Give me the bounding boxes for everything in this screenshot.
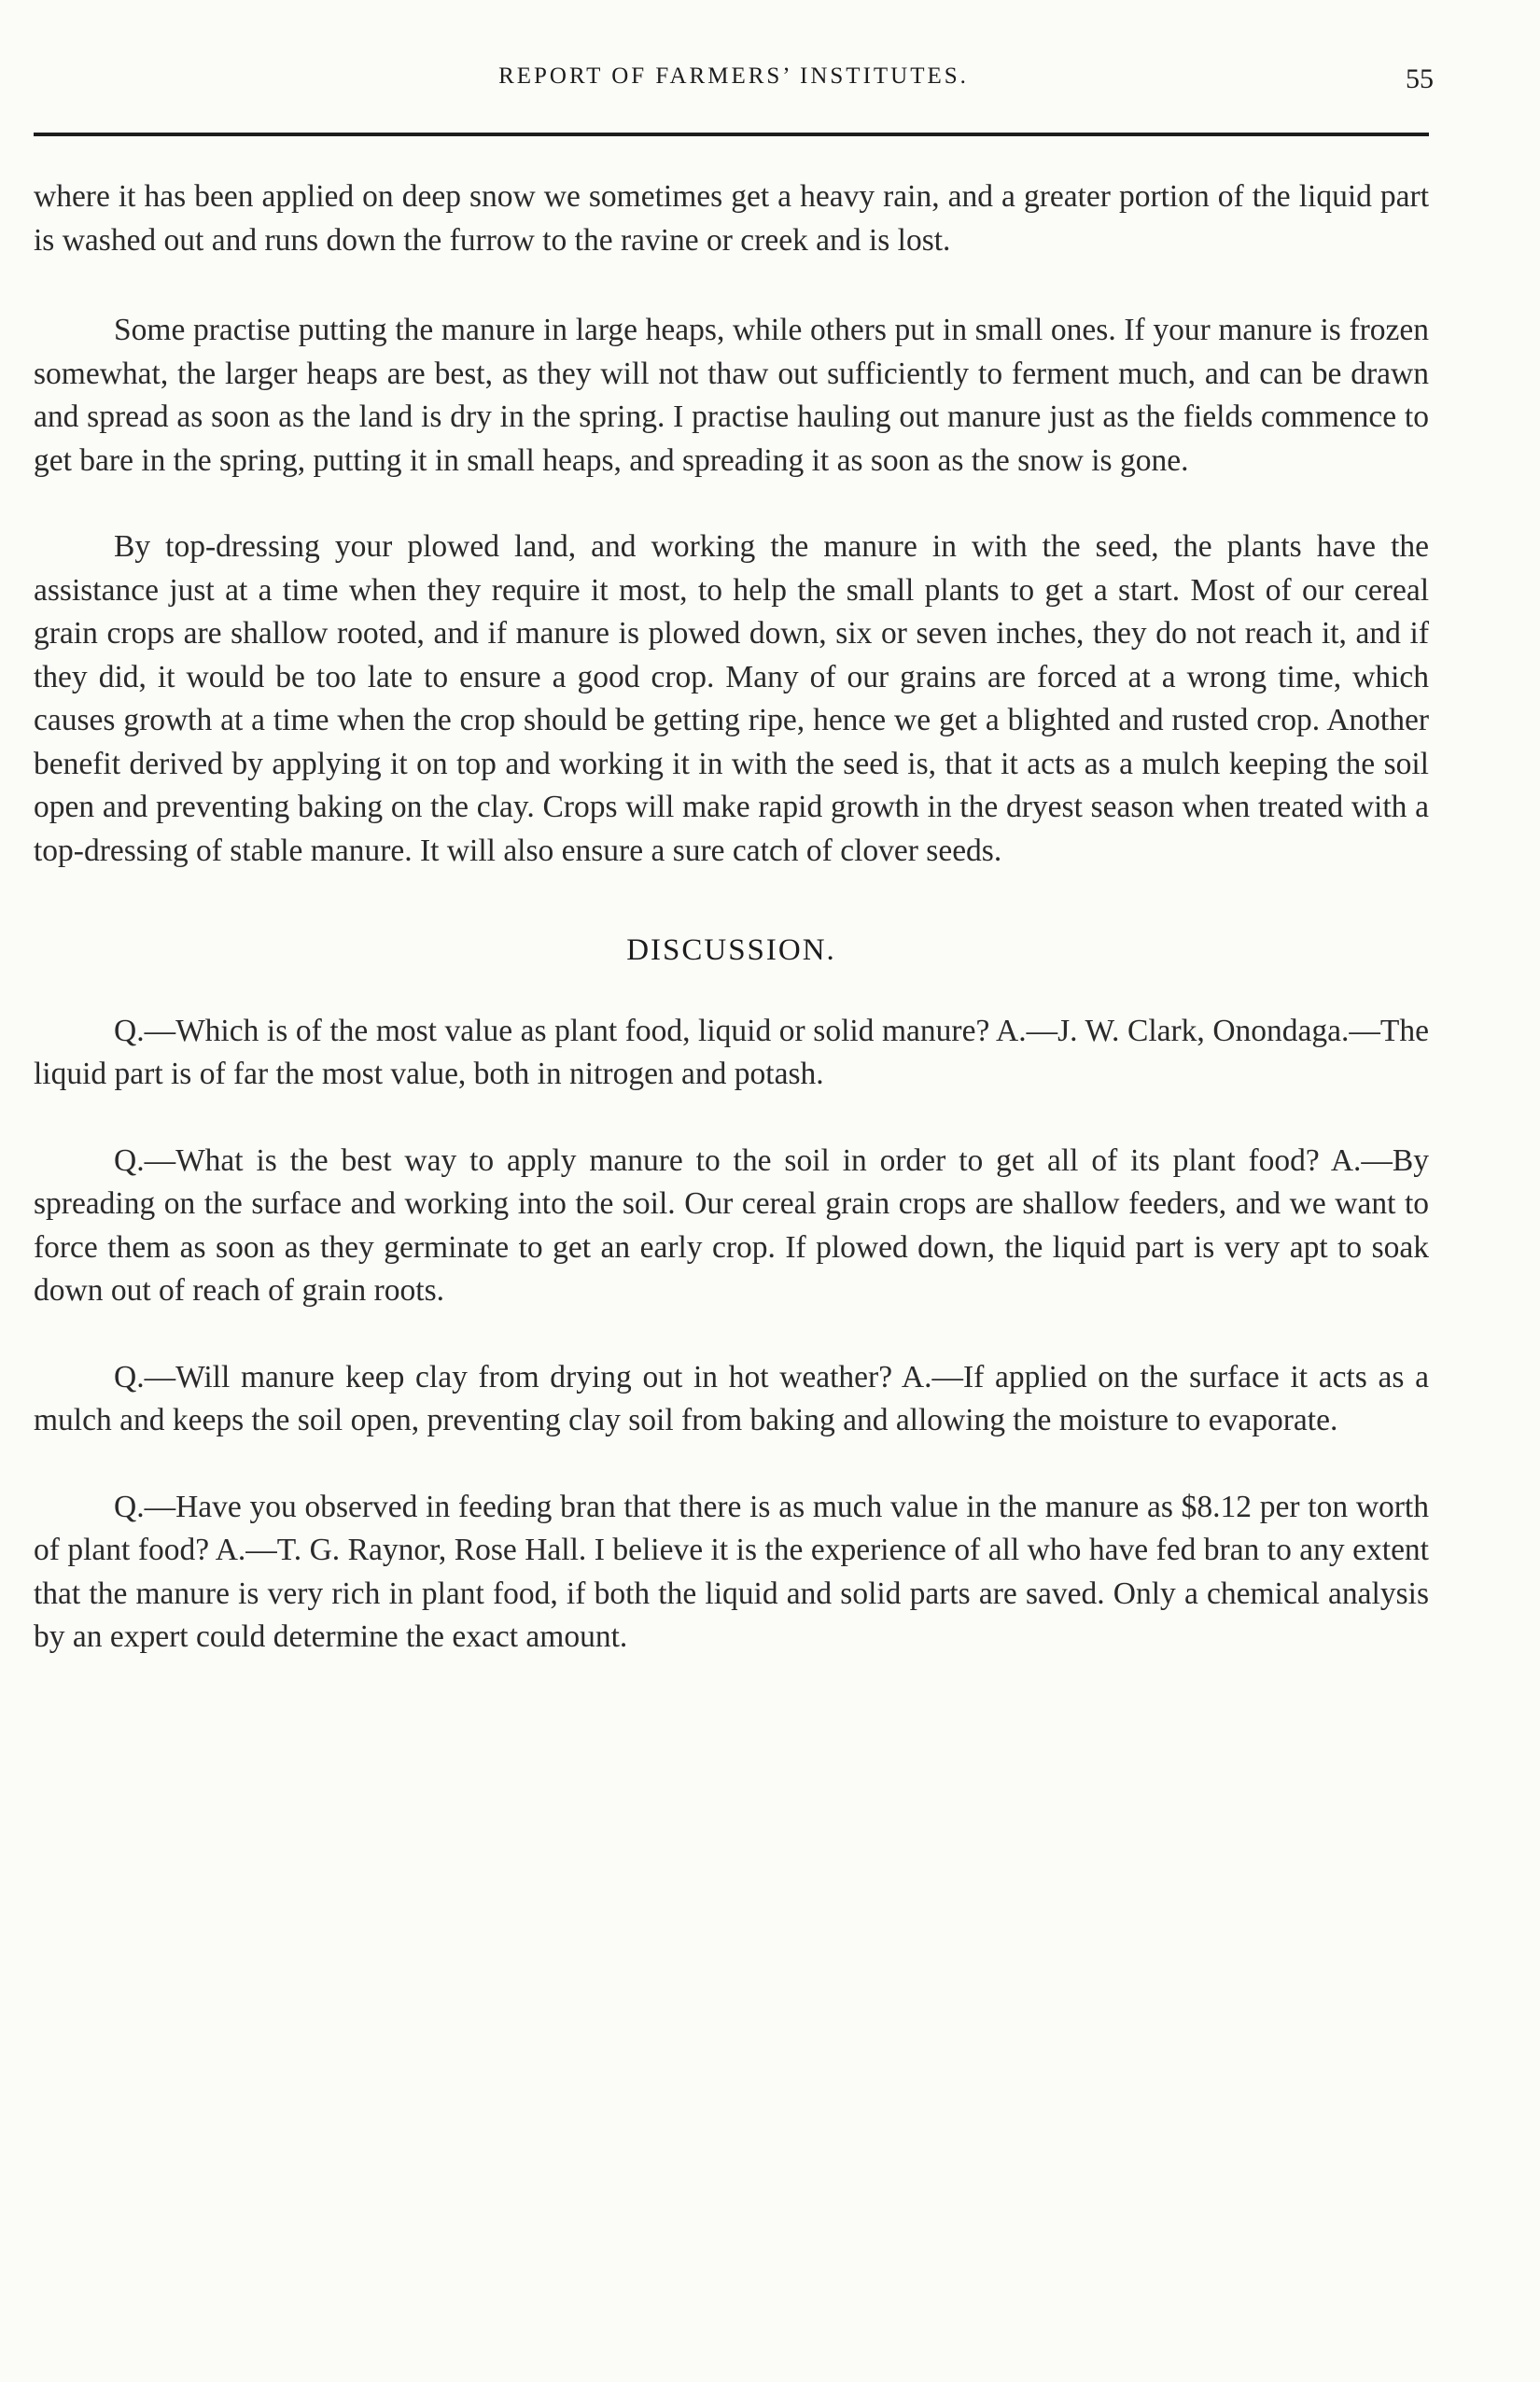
header-rule (34, 133, 1429, 136)
discussion-heading: DISCUSSION. (626, 933, 836, 967)
discussion-item: Q.—What is the best way to apply manure to the soil in order to get all of its plant food? A.—By spreading on the surface and working into the soil. Our cereal grain crops are shallow feeders, and we want to force them as soon as they germinate to get an early crop. If plowed down, the liquid part is very apt to soak down out of reach of grain roots. (34, 1142, 1429, 1308)
body-paragraph: By top-dressing your plowed land, and working the manure in with the seed, the plants have the assistance just at a time when they require it most, to help the small plants to get a start. Most of our cereal grain crops are shallow rooted, and if manure is plowed down, six or seven inches, they do not reach it, and if they did, it would be too late to ensure a good crop. Many of our grains are forced at a wrong time, which causes growth at a time when the crop should be getting ripe, hence we get a blighted and rusted crop. Another benefit derived by applying it on top and working it in with the seed is, that it acts as a mulch keeping the soil open and preventing baking on the clay. Crops will make rapid growth in the dryest season when treated with a top-dressing of stable manure. It will also ensure a sure catch of clover seeds. (34, 529, 1429, 868)
page-body (34, 175, 1429, 1702)
discussion-item: Q.—Have you observed in feeding bran that there is as much value in the manure as $8.12 per ton worth of plant food? A.—T. G. Raynor, Rose Hall. I believe it is the experience of all who have fed bran to any extent that the manure is very rich in plant food, if both the liquid and solid parts are saved. Only a chemical analysis by an expert could determine the exact amount. (34, 1489, 1429, 1654)
discussion-item: Q.—Will manure keep clay from drying out in hot weather? A.—If applied on the surface it acts as a mulch and keeps the soil open, preventing clay soil from baking and allowing the moisture to evaporate. (34, 1359, 1429, 1437)
discussion-item: Q.—Which is of the most value as plant food, liquid or solid manure? A.—J. W. Clark, Onondaga.—The liquid part is of far the most value, both in nitrogen and potash. (34, 1013, 1429, 1091)
body-paragraph: Some practise putting the manure in large heaps, while others put in small ones. If your manure is frozen somewhat, the larger heaps are best, as they will not thaw out sufficiently to ferment much, and can be drawn and spread as soon as the land is dry in the spring. I practise hauling out manure just as the fields commence to get bare in the spring, putting it in small heaps, and spreading it as soon as the snow is gone. (34, 313, 1429, 478)
running-head: REPORT OF FARMERS’ INSTITUTES. (498, 63, 969, 89)
discussion-list (34, 1010, 1429, 1660)
page-header (34, 63, 1434, 110)
page-number: 55 (1406, 63, 1434, 94)
body-paragraph: where it has been applied on deep snow we sometimes get a heavy rain, and a greater portion of the liquid part is washed out and runs down the furrow to the ravine or creek and is lost. (34, 179, 1429, 258)
